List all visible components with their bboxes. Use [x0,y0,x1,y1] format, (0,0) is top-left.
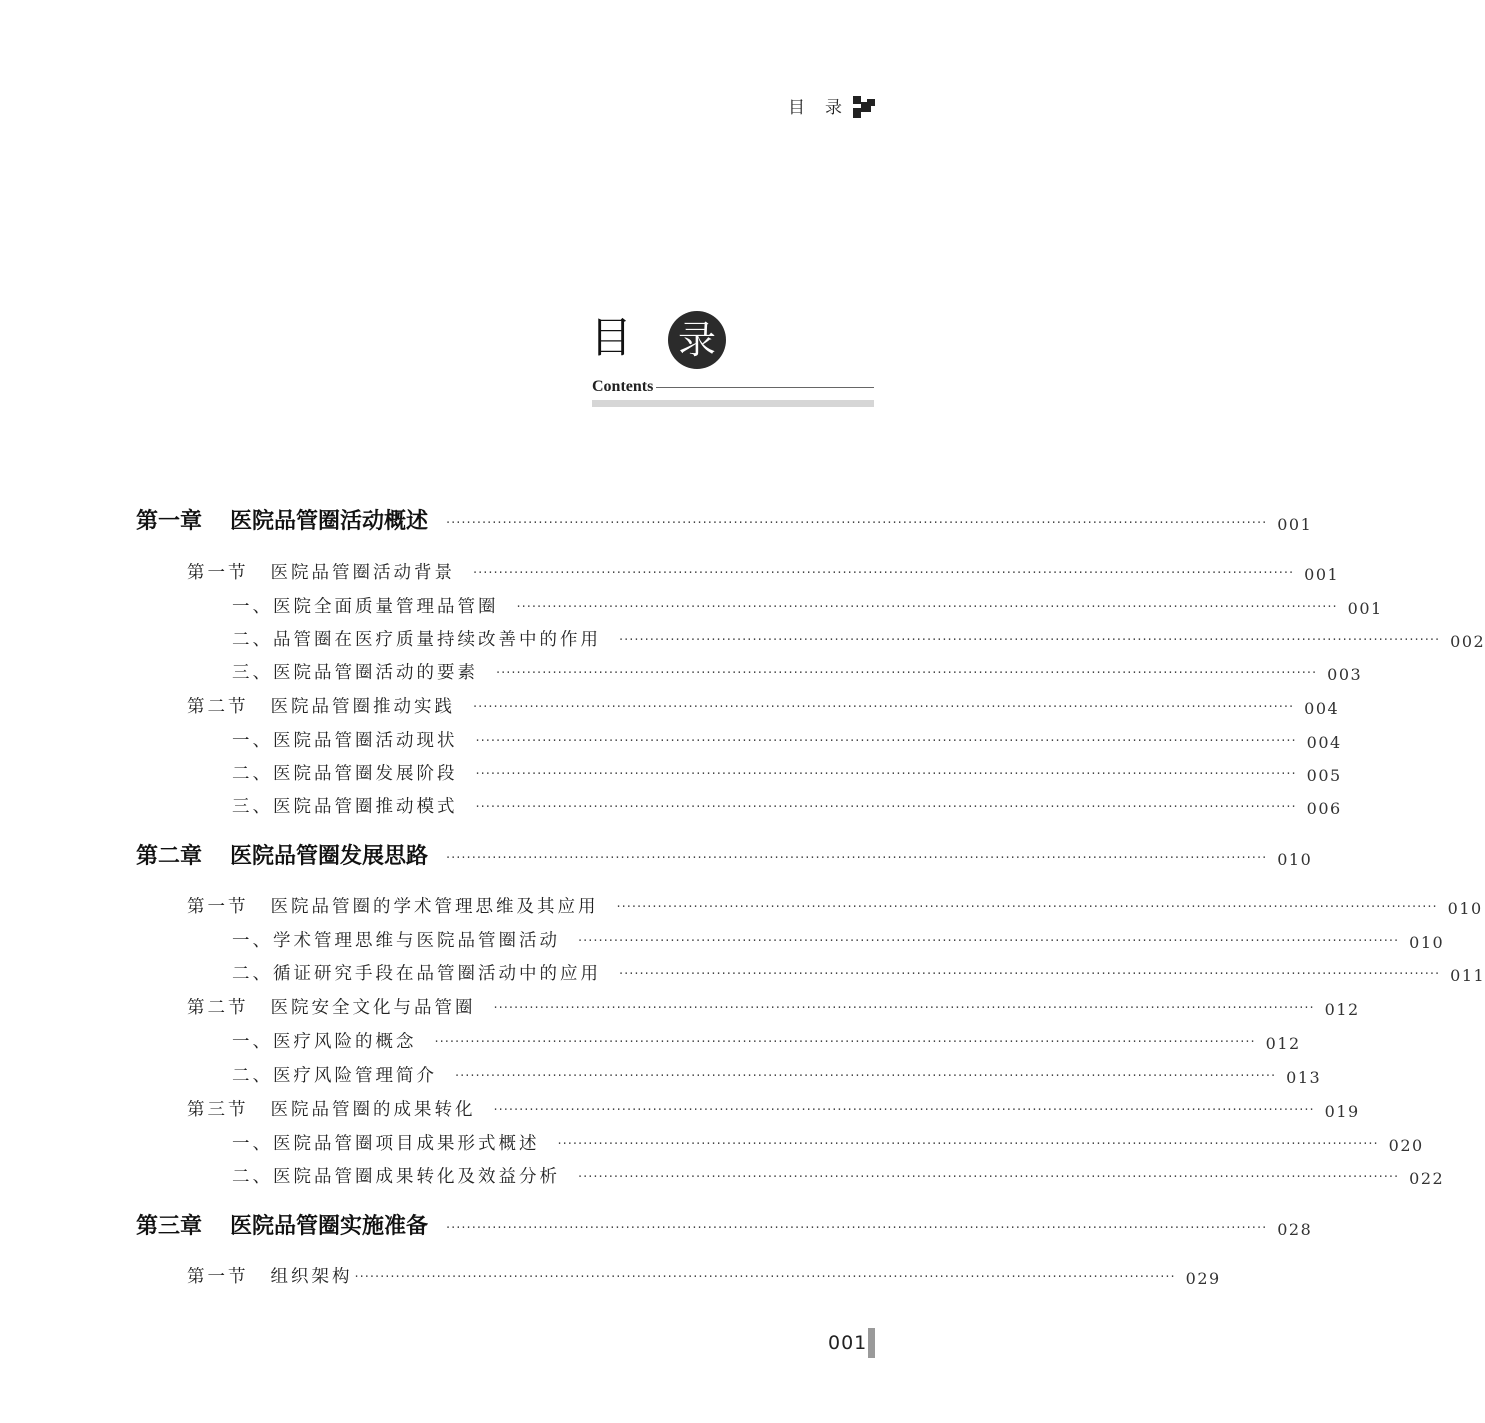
toc-page-number: 019 [1324,1102,1360,1121]
toc-entry-label [187,894,599,920]
toc-entry-title: 医院品管圈发展思路 [230,843,429,869]
toc-page-number: 011 [1450,966,1485,985]
toc-page-number: 012 [1265,1034,1301,1053]
running-header [788,93,842,118]
toc-page-number: 001 [1347,599,1383,618]
page-number: 001 [828,1332,868,1354]
toc-entry-title: 组织架构 [270,1267,353,1287]
toc-leader-dots: ································································································································································ [557,1137,1379,1152]
toc-page-number: 022 [1409,1169,1445,1188]
toc-page-number: 001 [1277,515,1313,534]
toc-leader-dots: ································································································································································ [446,1221,1268,1236]
toc-section-row[interactable] [187,1093,1360,1123]
toc-entry-number: 第二节 [187,998,249,1018]
toc-entry-number: 第二节 [187,697,249,717]
toc-entry-label: 三、医院品管圈活动的要素 [232,663,478,683]
toc-leader-dots: ································································································································································ [475,800,1297,815]
toc-leader-dots: ································································································································································ [475,734,1297,749]
toc-section-row[interactable] [187,556,1340,586]
toc-entry-number: 第一章 [136,508,203,534]
toc-leader-dots: ································································································································································ [473,700,1295,715]
toc-chapter-row[interactable] [136,841,1313,871]
toc-entry-label [187,694,455,720]
toc-leader-dots: ································································································································································ [578,934,1400,949]
page-number-bar [868,1328,875,1358]
toc-section-row[interactable] [187,1260,1221,1290]
toc-leader-dots: ································································································································································ [578,1170,1400,1185]
toc-leader-dots: ································································································································································ [616,900,1438,915]
toc-entry-label: 一、医疗风险的概念 [232,1032,417,1052]
toc-leader-dots: ································································································································································ [516,600,1338,615]
toc-entry-title: 医院品管圈实施准备 [230,1213,429,1239]
toc-entry-label: 一、医院品管圈活动现状 [232,731,458,751]
toc-leader-dots: ································································································································································ [619,967,1441,982]
toc-page-number: 013 [1286,1068,1322,1087]
toc-entry-label: 二、医院品管圈成果转化及效益分析 [232,1167,560,1187]
title-char-1: 目 [590,313,633,362]
toc-leader-dots: ································································································································································ [455,1069,1277,1084]
toc-entry-label [136,841,428,871]
toc-leader-dots: ································································································································································ [434,1035,1256,1050]
toc-leader-dots: ································································································································································ [496,666,1318,681]
running-header-char-1: 目 [788,98,805,118]
toc-entry-number: 第一节 [187,563,249,583]
title-char-2-circle: 录 [668,311,726,369]
toc-item-row[interactable] [232,590,1383,620]
toc-item-row[interactable] [232,757,1342,787]
toc-page-number: 010 [1409,933,1445,952]
toc-entry-title: 医院品管圈活动概述 [230,508,429,534]
toc-item-row[interactable] [232,1025,1301,1055]
running-header-char-2: 录 [825,98,842,118]
toc-leader-dots: ································································································································································ [619,633,1441,648]
toc-entry-label [187,995,476,1021]
toc-entry-label: 二、循证研究手段在品管圈活动中的应用 [232,964,601,984]
toc-page-number: 005 [1306,766,1342,785]
toc-page-number: 002 [1450,632,1485,651]
toc-section-row[interactable] [187,890,1483,920]
toc-item-row[interactable] [232,957,1485,987]
toc-leader-dots: ································································································································································ [493,1001,1315,1016]
toc-item-row[interactable] [232,1127,1424,1157]
toc-entry-label: 一、学术管理思维与医院品管圈活动 [232,931,560,951]
toc-entry-title: 医院安全文化与品管圈 [270,998,476,1018]
toc-page-number: 004 [1306,733,1342,752]
toc-page-number: 010 [1447,899,1483,918]
toc-leader-dots: ································································································································································ [354,1270,1176,1285]
toc-item-row[interactable] [232,1160,1445,1190]
toc-leader-dots: ································································································································································ [446,516,1268,531]
toc-item-row[interactable] [232,924,1445,954]
toc-page-number: 012 [1324,1000,1360,1019]
toc-leader-dots: ································································································································································ [446,851,1268,866]
toc-entry-label: 二、医院品管圈发展阶段 [232,764,458,784]
toc-entry-label [187,1264,353,1290]
toc-entry-number: 第三节 [187,1100,249,1120]
toc-entry-title: 医院品管圈的学术管理思维及其应用 [270,897,599,917]
toc-page-number: 004 [1304,699,1340,718]
toc-entry-label [136,506,428,536]
toc-chapter-row[interactable] [136,1211,1313,1241]
toc-entry-number: 第二章 [136,843,203,869]
subtitle-rule [652,387,874,388]
toc-entry-label: 二、医疗风险管理简介 [232,1066,437,1086]
toc-entry-label: 一、医院全面质量管理品管圈 [232,597,499,617]
header-block-icon [853,96,875,118]
toc-entry-title: 医院品管圈活动背景 [270,563,455,583]
toc-entry-label [136,1211,428,1241]
toc-section-row[interactable] [187,690,1340,720]
toc-entry-number: 第一节 [187,897,249,917]
toc-item-row[interactable] [232,790,1342,820]
toc-item-row[interactable] [232,656,1363,686]
toc-page-number: 020 [1388,1136,1424,1155]
contents-subtitle: Contents [592,377,656,397]
toc-entry-label: 三、医院品管圈推动模式 [232,797,458,817]
toc-page-number: 028 [1277,1220,1313,1239]
toc-item-row[interactable] [232,724,1342,754]
toc-entry-number: 第三章 [136,1213,203,1239]
toc-page-number: 006 [1306,799,1342,818]
toc-page-number: 001 [1304,565,1340,584]
toc-chapter-row[interactable] [136,506,1313,536]
toc-entry-number: 第一节 [187,1267,249,1287]
toc-page-number: 029 [1185,1269,1221,1288]
toc-entry-title: 医院品管圈的成果转化 [270,1100,476,1120]
toc-entry-label [187,560,455,586]
toc-entry-label: 一、医院品管圈项目成果形式概述 [232,1134,540,1154]
toc-section-row[interactable] [187,991,1360,1021]
toc-entry-title: 医院品管圈推动实践 [270,697,455,717]
toc-leader-dots: ································································································································································ [493,1103,1315,1118]
toc-item-row[interactable] [232,1059,1322,1089]
contents-subtitle-row [592,377,874,397]
title-underbar [592,400,874,407]
toc-leader-dots: ································································································································································ [473,566,1295,581]
toc-page-number: 003 [1327,665,1363,684]
toc-entry-label: 二、品管圈在医疗质量持续改善中的作用 [232,630,601,650]
toc-item-row[interactable] [232,623,1485,653]
toc-entry-label [187,1097,476,1123]
toc-leader-dots: ································································································································································ [475,767,1297,782]
toc-page-number: 010 [1277,850,1313,869]
